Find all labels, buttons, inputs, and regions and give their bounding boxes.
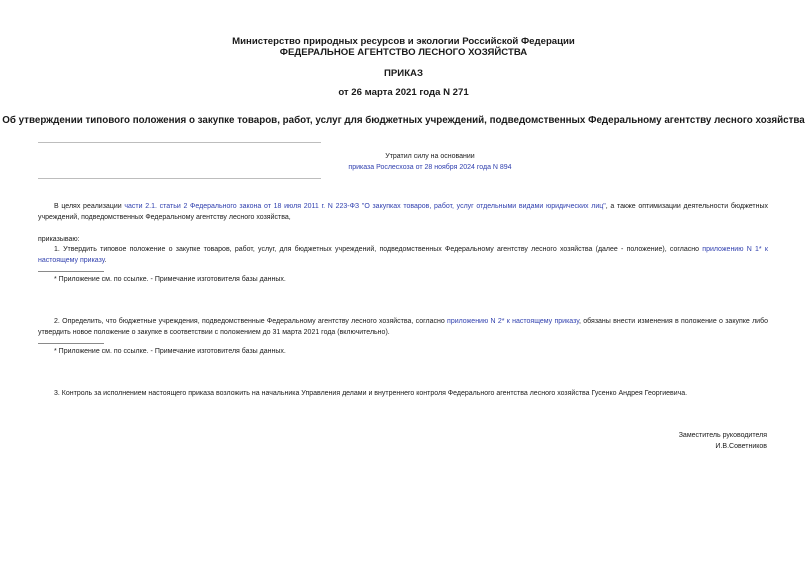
signatory-name: И.В.Советников: [715, 442, 767, 450]
item-1-text-1: 1. Утвердить типовое положение о закупке товаров, работ, услуг, для бюджетных учреждений, подведомственных Федеральному агентству лесного хозяйства (далее - положение), согласно: [54, 246, 703, 253]
item-2-text-2: , обязаны внести изменения в положение о закупке либо утвердить новое положение о закупке в соответствии с положением до 31 марта 2021 года (включительно).: [38, 318, 768, 336]
law-link[interactable]: части 2.1. статьи 2 Федерального закона от 18 июля 2011 г. N 223-ФЗ "О закупках товаров, работ, услуг отдельными видами юридических лиц": [124, 203, 606, 210]
order-word: приказываю:: [38, 236, 80, 243]
divider-bottom: [38, 178, 321, 179]
preamble-text-1: В целях реализации: [54, 203, 125, 210]
document-date-number: от 26 марта 2021 года N 271: [338, 87, 469, 98]
signatory-position: Заместитель руководителя: [678, 432, 767, 439]
ministry-name: Министерство природных ресурсов и экологии Российской Федерации: [232, 36, 575, 47]
item-2-paragraph: [38, 317, 768, 338]
status-note-text: Утратил силу на основании: [385, 153, 475, 160]
footnote-1-rule: [38, 271, 104, 272]
item-2-text-1: 2. Определить, что бюджетные учреждения, подведомственные Федеральному агентству лесного хозяйства, согласно: [54, 318, 448, 325]
item-1-paragraph: [38, 245, 768, 266]
appendix-1-link[interactable]: приложению N 1* к настоящему приказу: [38, 246, 768, 264]
footnote-1: * Приложение см. по ссылке. - Примечание изготовителя базы данных.: [54, 276, 286, 283]
signature-block: [679, 431, 767, 452]
repeal-order-link[interactable]: приказа Рослесхоза от 28 ноября 2024 года N 894: [348, 164, 512, 171]
item-3-paragraph: 3. Контроль за исполнением настоящего приказа возложить на начальника Управления делами и внутреннего контроля Федерального агентства лесного хозяйства Гусенко Андрея Георгиевича.: [54, 390, 688, 397]
status-note-link[interactable]: [300, 164, 560, 171]
document-type: ПРИКАЗ: [384, 68, 423, 79]
appendix-2-link[interactable]: приложению N 2* к настоящему приказу: [447, 318, 580, 325]
document-title: Об утверждении типового положения о закупке товаров, работ, услуг для бюджетных учреждений, подведомственных Федеральному агентству лесного хозяйства: [2, 115, 805, 126]
item-1-text-2: .: [104, 256, 107, 264]
footnote-2-rule: [38, 343, 104, 344]
preamble-text-2: , а также оптимизации деятельности бюджетных учреждений, подведомственных Федеральному агентству лесного хозяйства,: [38, 203, 769, 221]
footnote-2: * Приложение см. по ссылке. - Примечание изготовителя базы данных.: [54, 348, 286, 355]
agency-name: ФЕДЕРАЛЬНОЕ АГЕНТСТВО ЛЕСНОГО ХОЗЯЙСТВА: [279, 47, 528, 58]
preamble-paragraph: [38, 202, 768, 223]
divider-top: [38, 142, 321, 143]
